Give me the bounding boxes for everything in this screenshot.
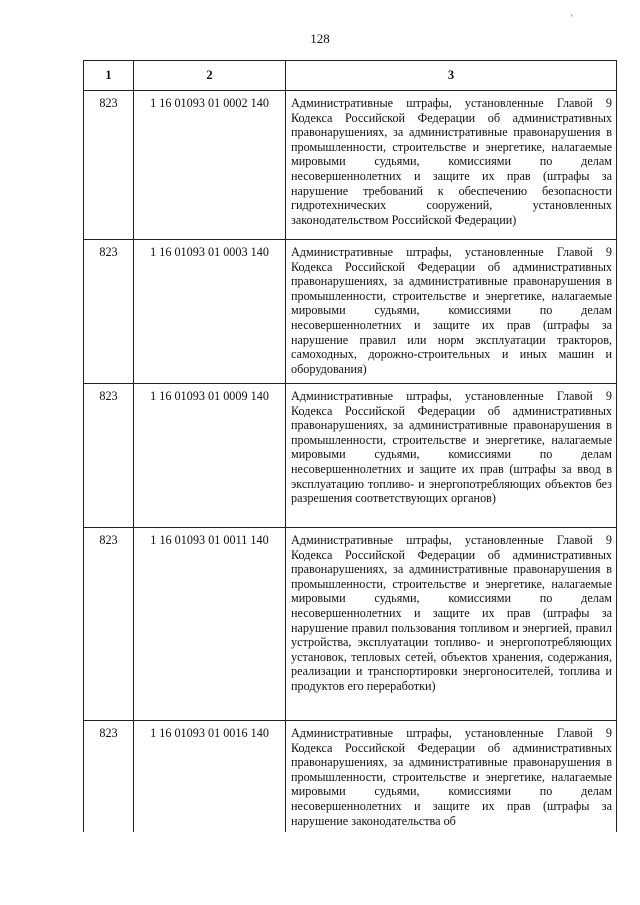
table-row (84, 384, 617, 528)
row-admin-code: 823 (84, 528, 134, 721)
row-description: Административные штрафы, установленные Главой 9 Кодекса Российской Федерации об административных правонарушениях, за административные правонарушения в промышленности, строительстве и энергетике, налагаемые мировыми судьями, комиссиями по делам несовершеннолетних и защите их прав (штрафы за нарушение правил пользования топливом и энергией, правил устройства, эксплуатации топливо- и энергопотребляющих установок, тепловых сетей, объектов хранения, содержания, реализации и транспортировки энергоносителей, топлива и продуктов его переработки) (286, 528, 617, 721)
table-row (84, 240, 617, 384)
table-header-row (84, 61, 617, 91)
page-number: 128 (310, 31, 330, 46)
header-col-2: 2 (134, 61, 286, 91)
row-description: Административные штрафы, установленные Главой 9 Кодекса Российской Федерации об административных правонарушениях, за административные правонарушения в промышленности, строительстве и энергетике, налагаемые мировыми судьями, комиссиями по делам несовершеннолетних и защите их прав (штрафы за ввод в эксплуатацию топливо- и энергопотребляющих объектов без разрешения соответствующих органов) (286, 384, 617, 528)
row-kbk-code: 1 16 01093 01 0009 140 (134, 384, 286, 528)
row-description: Административные штрафы, установленные Главой 9 Кодекса Российской Федерации об административных правонарушениях, за административные правонарушения в промышленности, строительстве и энергетике, налагаемые мировыми судьями, комиссиями по делам несовершеннолетних и защите их прав (штрафы за нарушение правил или норм эксплуатации тракторов, самоходных, дорожно-строительных и иных машин и оборудования) (286, 240, 617, 384)
row-kbk-code: 1 16 01093 01 0011 140 (134, 528, 286, 721)
table-row (84, 91, 617, 240)
corner-mark: ' (571, 13, 573, 23)
row-description: Административные штрафы, установленные Главой 9 Кодекса Российской Федерации об административных правонарушениях, за административные правонарушения в промышленности, строительстве и энергетике, налагаемые мировыми судьями, комиссиями по делам несовершеннолетних и защите их прав (штрафы за нарушение требований к обеспечению безопасности гидротехнических сооружений, установленных законодательством Российской Федерации) (286, 91, 617, 240)
row-kbk-code: 1 16 01093 01 0003 140 (134, 240, 286, 384)
row-admin-code: 823 (84, 91, 134, 240)
row-description: Административные штрафы, установленные Главой 9 Кодекса Российской Федерации об административных правонарушениях, за административные правонарушения в промышленности, строительстве и энергетике, налагаемые мировыми судьями, комиссиями по делам несовершеннолетних и защите их прав (штрафы за нарушение законодательства об (286, 721, 617, 833)
table-row (84, 528, 617, 721)
row-kbk-code: 1 16 01093 01 0002 140 (134, 91, 286, 240)
row-admin-code: 823 (84, 721, 134, 833)
header-col-1: 1 (84, 61, 134, 91)
budget-code-table (83, 60, 617, 832)
row-admin-code: 823 (84, 240, 134, 384)
table-row (84, 721, 617, 833)
header-col-3: 3 (286, 61, 617, 91)
row-kbk-code: 1 16 01093 01 0016 140 (134, 721, 286, 833)
row-admin-code: 823 (84, 384, 134, 528)
